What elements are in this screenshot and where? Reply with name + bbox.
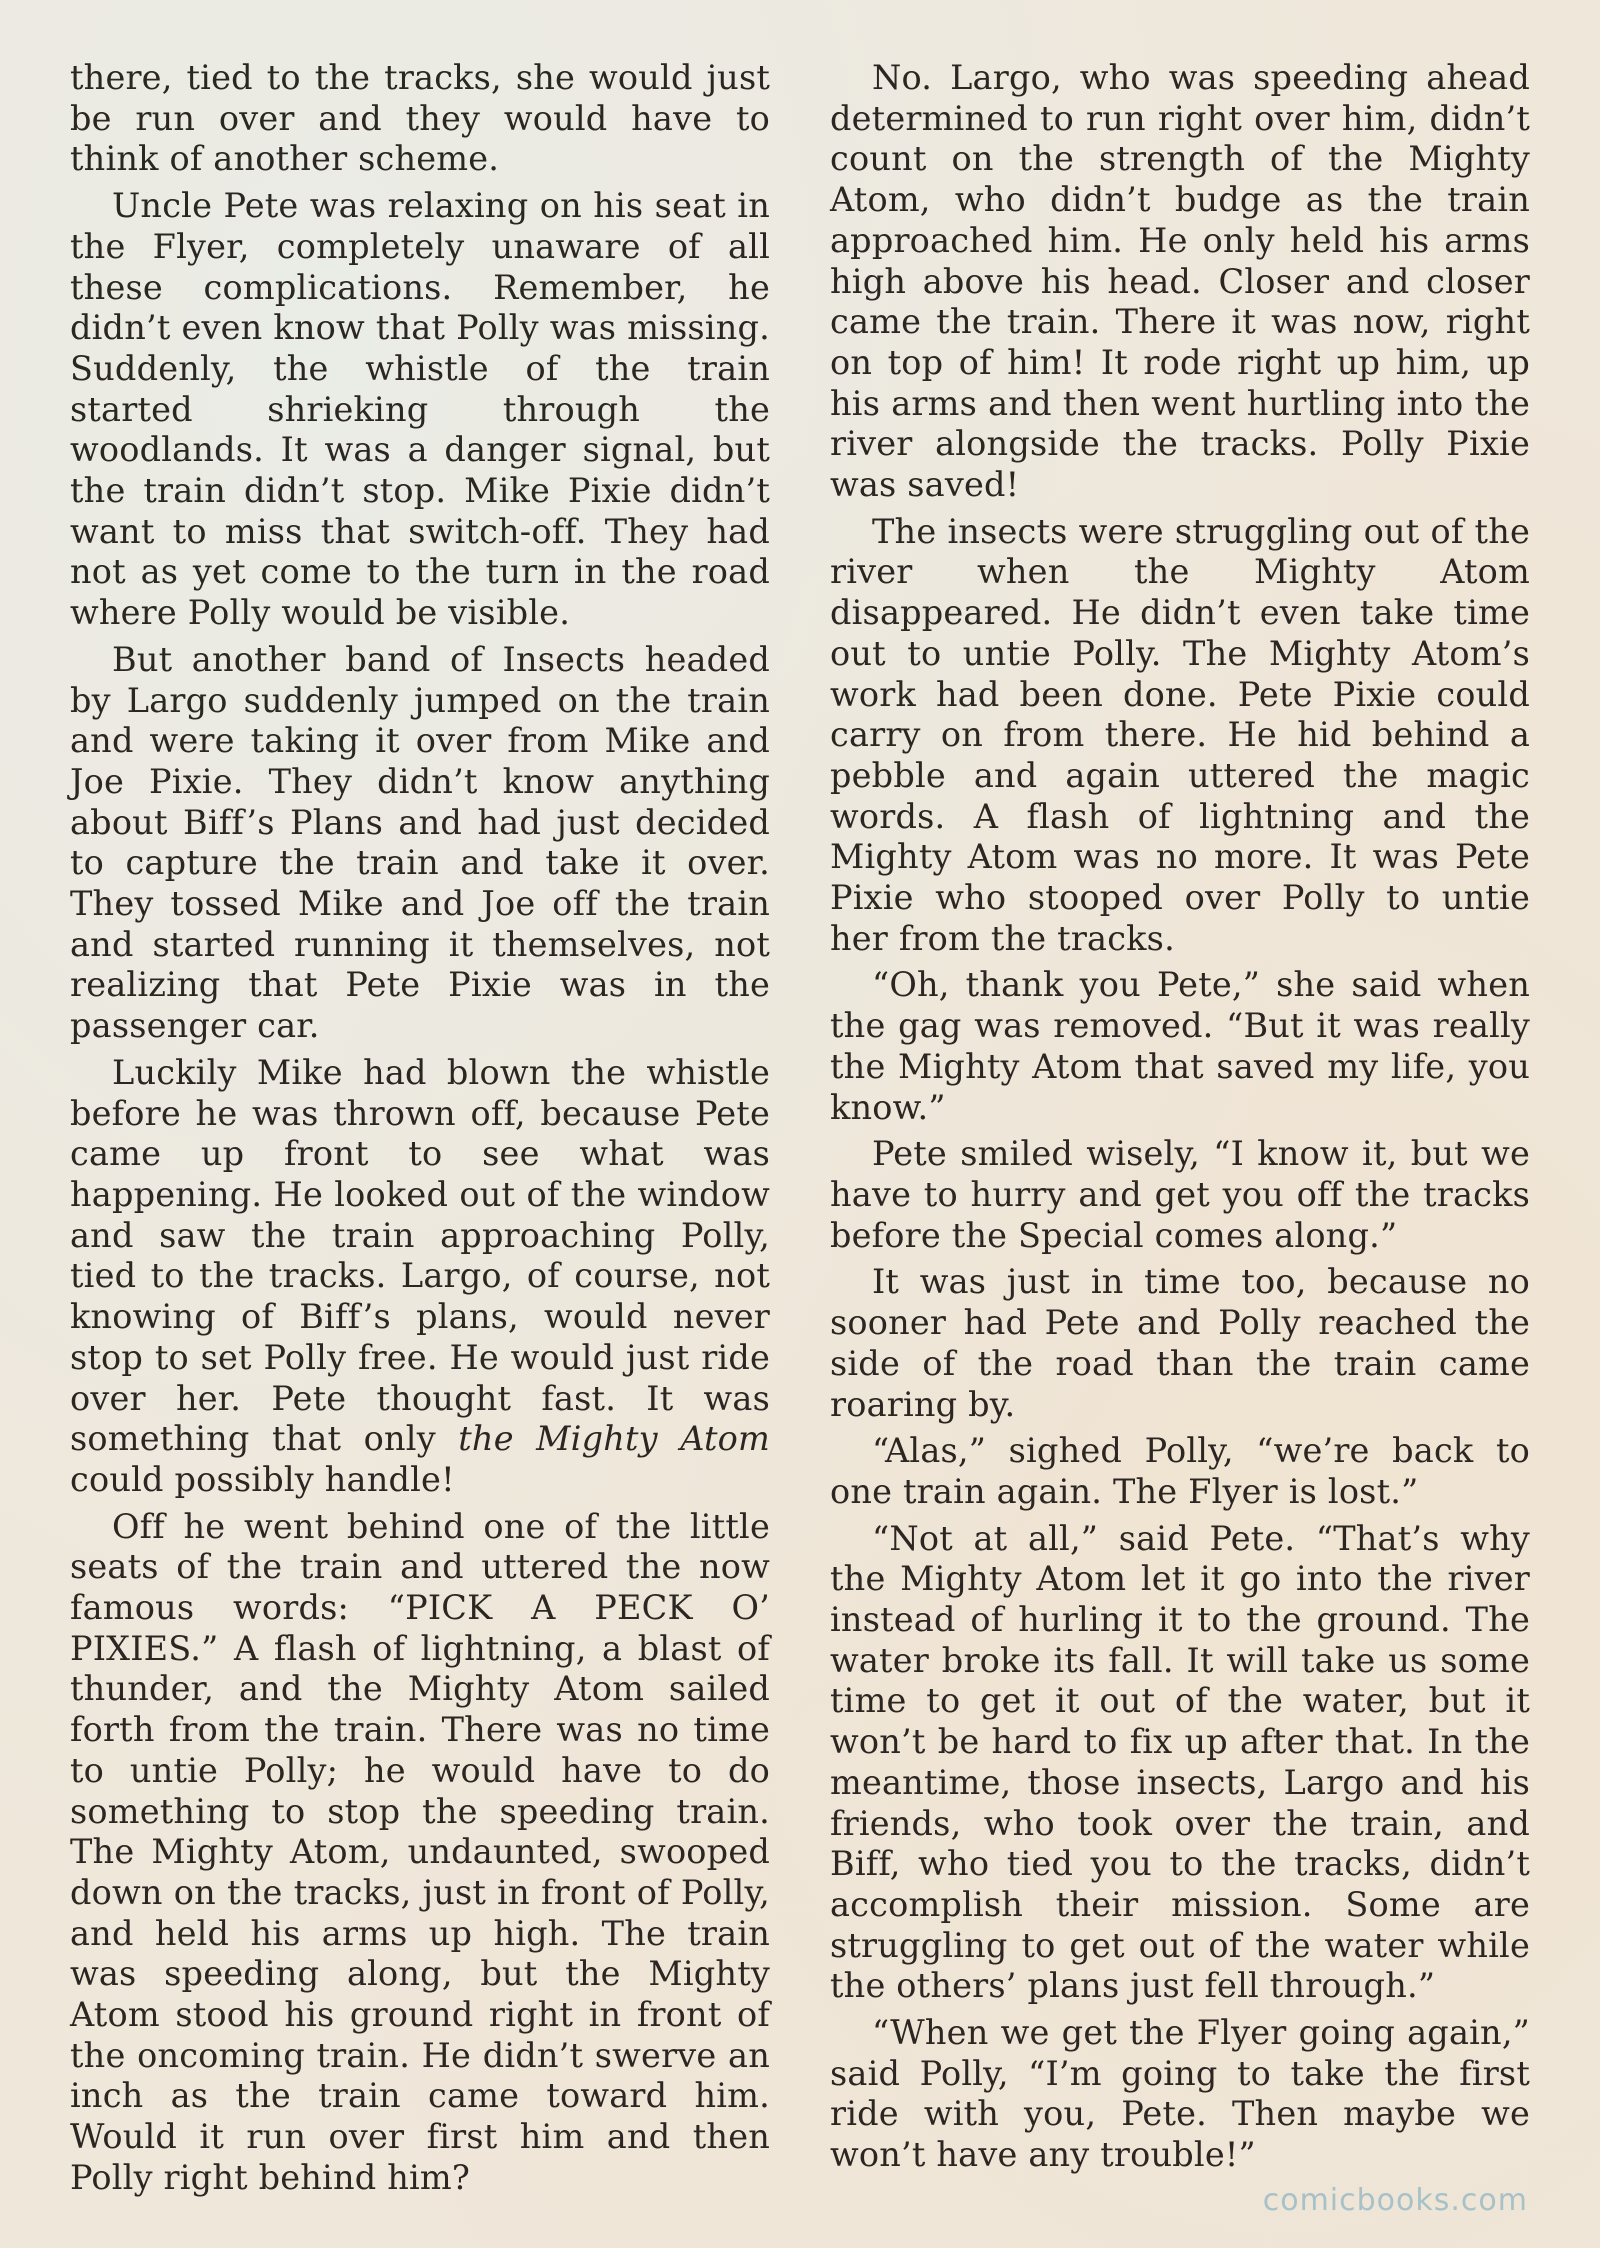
paragraph-text: could possibly handle! <box>70 1459 455 1499</box>
paragraph: “Alas,” sighed Polly, “we’re back to one train again. The Flyer is lost.” <box>830 1431 1530 1511</box>
italic-phrase: the Mighty Atom <box>458 1419 770 1459</box>
paragraph: “Oh, thank you Pete,” she said when the gag was removed. “But it was really the Mighty Atom that saved my life, you know.” <box>830 965 1530 1127</box>
paragraph: It was just in time too, because no sooner had Pete and Polly reached the side of the road than the train came roaring by. <box>830 1262 1530 1424</box>
paragraph: No. Largo, who was speeding ahead determined to run right over him, didn’t count on the strength of the Mighty Atom, who didn’t budge as the train approached him. He only held his arms high above his head. Closer and closer came the train. There it was now, right on top of him! It rode right up him, up his arms and then went hurtling into the river alongside the tracks. Polly Pixie was saved! <box>830 58 1530 505</box>
paragraph: Off he went behind one of the little seats of the train and uttered the now famous words: “PICK A PECK O’ PIXIES.” A flash of lightning, a blast of thunder, and the Mighty Atom sailed forth from the train. There was no time to untie Polly; he would have to do something to stop the speeding train. The Mighty Atom, undaunted, swooped down on the tracks, just in front of Polly, and held his arms up high. The train was speeding along, but the Mighty Atom stood his ground right in front of the oncoming train. He didn’t swerve an inch as the train came toward him. Would it run over first him and then Polly right behind him? <box>70 1506 770 2197</box>
paragraph <box>70 1053 770 1501</box>
paragraph: “When we get the Flyer going again,” said Polly, “I’m going to take the first ride with you, Pete. Then maybe we won’t have any trouble!” <box>830 2013 1530 2175</box>
paragraph: “Not at all,” said Pete. “That’s why the Mighty Atom let it go into the river instead of hurling it to the ground. The water broke its fall. It will take us some time to get it out of the water, but it won’t be hard to fix up after that. In the meantime, those insects, Largo and his friends, who took over the train, and Biff, who tied you to the tracks, didn’t accomplish their mission. Some are struggling to get out of the water while the others’ plans just fell through.” <box>830 1518 1530 2006</box>
watermark: comicbooks.com <box>1262 2183 1528 2218</box>
right-column <box>830 58 1530 2176</box>
paragraph: there, tied to the tracks, she would just be run over and they would have to think of another scheme. <box>70 58 770 179</box>
paragraph: But another band of Insects headed by Largo suddenly jumped on the train and were taking it over from Mike and Joe Pixie. They didn’t know anything about Biff’s Plans and had just decided to capture the train and take it over. They tossed Mike and Joe off the train and started running it themselves, not realizing that Pete Pixie was in the passenger car. <box>70 639 770 1046</box>
paragraph-text: Luckily Mike had blown the whistle before he was thrown off, because Pete came up front to see what was happening. He looked out of the window and saw the train approaching Polly, tied to the tracks. Largo, of course, not knowing of Biff’s plans, would never stop to set Polly free. He would just ride over her. Pete thought fast. It was something that only <box>70 1052 770 1459</box>
paragraph: Pete smiled wisely, “I know it, but we have to hurry and get you off the tracks before the Special comes along.” <box>830 1134 1530 1255</box>
left-column <box>70 58 770 2199</box>
paragraph: Uncle Pete was relaxing on his seat in the Flyer, completely unaware of all these complications. Remember, he didn’t even know that Polly was missing. Suddenly, the whistle of the train started shrieking through the woodlands. It was a danger signal, but the train didn’t stop. Mike Pixie didn’t want to miss that switch-off. They had not as yet come to the turn in the road where Polly would be visible. <box>70 186 770 633</box>
paragraph: The insects were struggling out of the river when the Mighty Atom disappeared. He didn’t even take time out to untie Polly. The Mighty Atom’s work had been done. Pete Pixie could carry on from there. He hid behind a pebble and again uttered the magic words. A flash of lightning and the Mighty Atom was no more. It was Pete Pixie who stooped over Polly to untie her from the tracks. <box>830 511 1530 958</box>
